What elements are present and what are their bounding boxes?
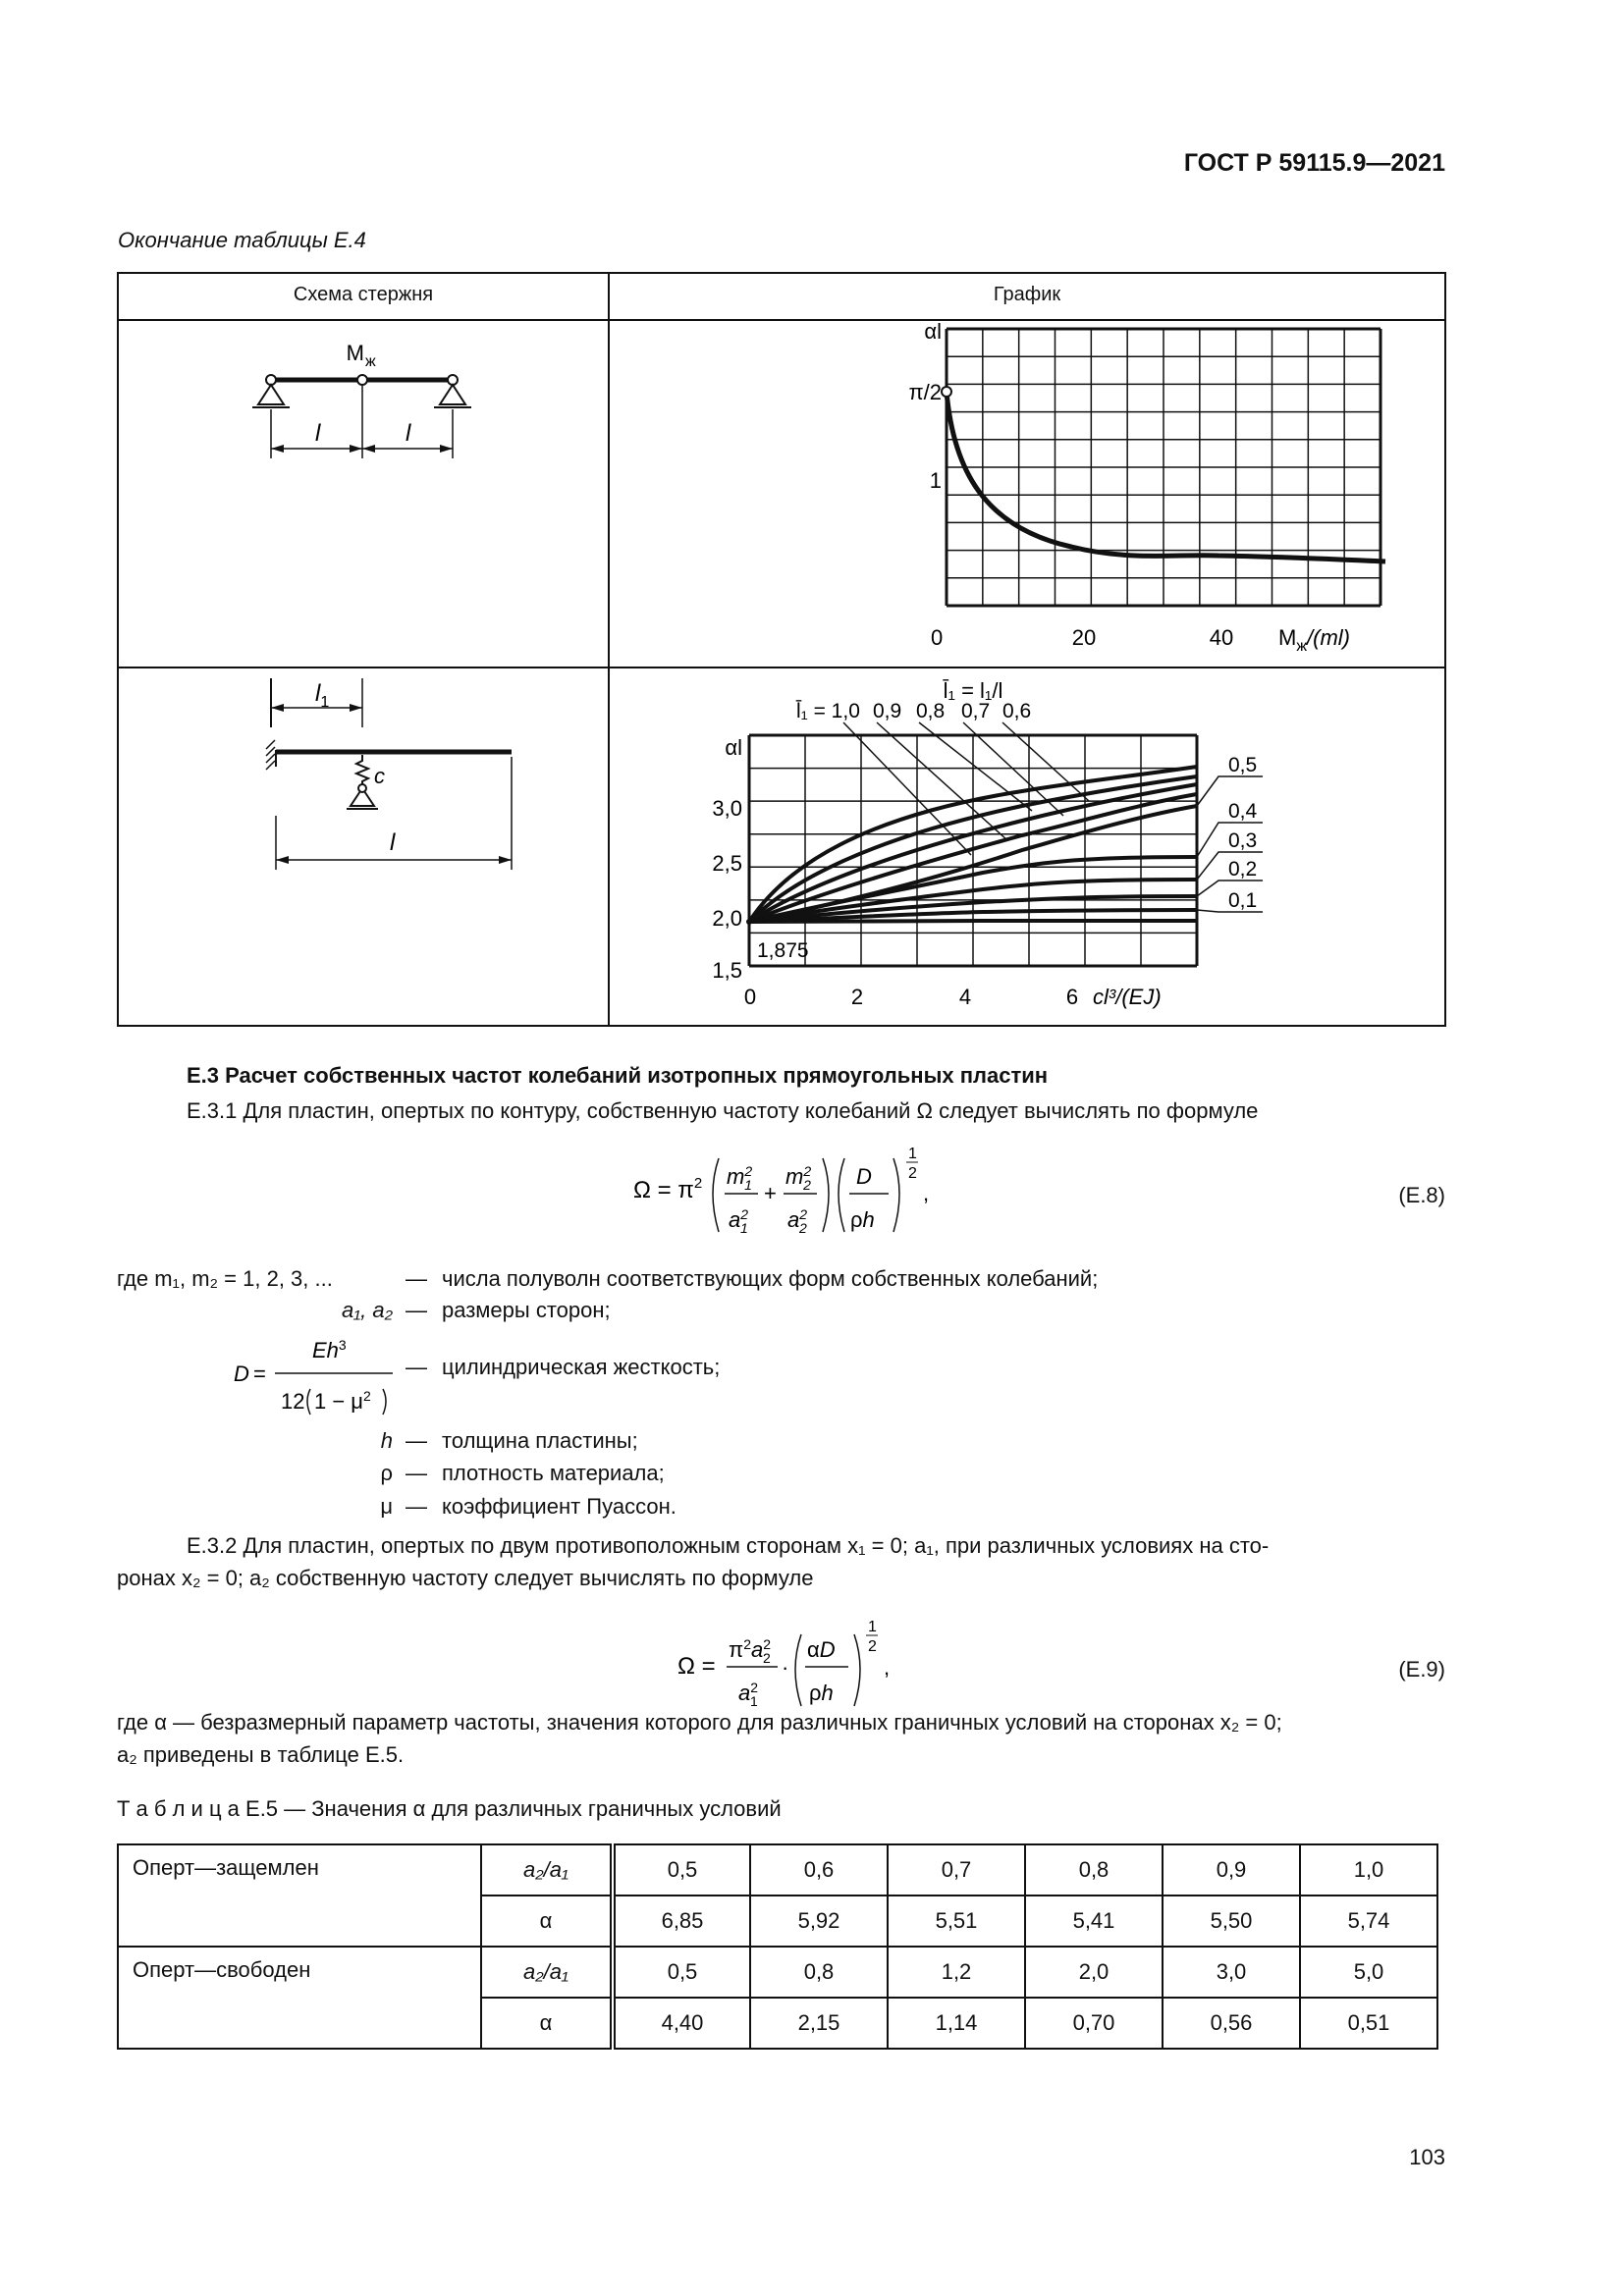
paragraph-alpha-line1: где α — безразмерный параметр частоты, значения которого для различных граничных условий на сторонах x₂ = 0; [117,1710,1282,1735]
spring-stiffness-label: c [374,764,385,788]
where-h-lhs: h [380,1428,393,1453]
paragraph-e32-line1: Е.3.2 Для пластин, опертых по двум противоположным сторонам x₁ = 0; a₁, при различных условиях на сто- [187,1533,1270,1558]
where-rho-lhs: ρ [380,1461,393,1485]
alpha-symbol: α [481,1896,613,1947]
table-cell: 5,74 [1300,1896,1437,1947]
table-cell: 5,41 [1025,1896,1163,1947]
graph-alpha-vs-stiffness [610,668,1444,1027]
right-label-0-3: 0,3 [1228,829,1258,852]
x-tick-20: 20 [1071,625,1097,650]
ratio-symbol: a₂/a₁ [481,1844,613,1896]
table-row [118,1947,1437,1998]
start-value-label: 1,875 [757,939,809,962]
where-m-lhs: где m₁, m₂ = 1, 2, 3, ... [117,1266,333,1291]
alpha-symbol: α [481,1998,613,2049]
table-cell: 0,5 [613,1947,750,1998]
table-e5 [117,1843,1438,2050]
where-h-text: толщина пластины; [442,1428,638,1453]
svg-text:Eh3: Eh$^3$ [312,1337,347,1362]
table-cell: 4,40 [613,1998,750,2049]
span-l1-label: l [315,420,321,447]
graph-alpha-vs-mass [610,321,1444,667]
y-tick-1-5: 1,5 [712,958,742,983]
formula-d [226,1330,403,1418]
right-label-0-2: 0,2 [1228,858,1258,881]
svg-text:a22: $a^2$ 2 [787,1206,808,1236]
page-number: 103 [1409,2145,1445,2169]
table-e5-caption: Т а б л и ц а Е.5 — Значения α для различных граничных условий [117,1796,782,1821]
y-tick-1: 1 [929,468,942,493]
paragraph-e32-line2: ронах x₂ = 0; a₂ собственную частоту следует вычислять по формуле [117,1566,814,1590]
svg-text:2: 2 [868,1638,877,1655]
table-cell: 5,50 [1163,1896,1300,1947]
table-cell: 0,9 [1163,1844,1300,1896]
where-dash: — [406,1266,427,1291]
svg-text:Ω =: Ω = [677,1653,716,1680]
x-axis-label: cl³/(EJ) [1093,985,1162,1009]
top-label-0-7: 0,7 [961,700,991,722]
svg-text:,: , [884,1655,891,1680]
x-tick-0: 0 [931,625,944,650]
svg-text:,: , [923,1181,930,1205]
svg-text:·: · [782,1655,789,1680]
top-label-0-8: 0,8 [916,700,946,722]
where-rho-text: плотность материала; [442,1461,665,1485]
table-cell: 6,85 [613,1896,750,1947]
svg-text:a21: $a^2$ 1 [729,1206,749,1236]
formula-e9 [668,1610,913,1718]
top-label-0-9: 0,9 [873,700,902,722]
where-m-text: числа полуволн соответствующих форм собственных колебаний; [442,1266,1099,1291]
y-axis-label: αl [725,735,742,760]
right-label-0-5: 0,5 [1228,754,1258,776]
x-tick-2: 2 [850,985,864,1009]
svg-text:+: + [764,1181,777,1205]
y-tick-pi-half: π/2 [908,380,942,404]
equation-number-e9: (Е.9) [1398,1657,1445,1682]
svg-text:1: 1 [868,1619,877,1635]
where-a-lhs: a₁, a₂ [341,1298,393,1322]
svg-text:π2a22: $\pi^2a^2$ 2 [729,1636,772,1666]
svg-text:2: 2 [908,1165,917,1182]
svg-text:m22: $m^2$ 2 [785,1163,812,1193]
table-cell: 1,0 [1300,1844,1437,1896]
svg-text:ρh: ρh [850,1207,875,1232]
where-a-text: размеры сторон; [442,1298,611,1322]
paragraph-alpha-line2: a₂ приведены в таблице Е.5. [117,1742,405,1767]
boundary-label: Оперт—защемлен [118,1844,481,1947]
table-cell: 2,0 [1025,1947,1163,1998]
top-label-1-0: l̄₁ = 1,0 [796,700,860,722]
span-l-label: l [390,829,396,856]
svg-text:12: 12 [281,1389,305,1414]
span-l2-label: l [406,420,411,447]
table-cell: 0,51 [1300,1998,1437,2049]
svg-text:m21: $m^2$ 1 [727,1163,753,1193]
table-cell: 5,0 [1300,1947,1437,1998]
top-label-0-6: 0,6 [1002,700,1032,722]
where-mu-lhs: μ [380,1494,393,1519]
equation-number-e8: (Е.8) [1398,1183,1445,1207]
section-title: Е.3 Расчет собственных частот колебаний изотропных прямоугольных пластин [187,1063,1049,1088]
table-cell: 0,5 [613,1844,750,1896]
table-cell: 3,0 [1163,1947,1300,1998]
y-tick-2-0: 2,0 [712,906,742,931]
svg-text:D: D [856,1164,872,1189]
cantilever-spring-scheme [119,668,608,1027]
right-label-0-4: 0,4 [1228,800,1258,823]
table-cell: 0,7 [888,1844,1025,1896]
table-cell: 0,56 [1163,1998,1300,2049]
svg-text:a21: $a^2$ 1 [738,1680,759,1709]
table-cell: 0,8 [750,1947,888,1998]
x-tick-6: 6 [1065,985,1079,1009]
paragraph-e31: Е.3.1 Для пластин, опертых по контуру, собственную частоту колебаний Ω следует вычислять по формуле [187,1098,1259,1123]
ratio-symbol: a₂/a₁ [481,1947,613,1998]
svg-text:αD: αD [807,1637,836,1662]
table-cell: 0,6 [750,1844,888,1896]
table-cell: 2,15 [750,1998,888,2049]
mass-label: М [346,341,364,365]
table-e4-col-graph: График [993,284,1061,305]
mass-label-sub: ж [365,353,376,370]
span-l1-label: $l_1$ [315,680,330,711]
x-tick-0: 0 [743,985,757,1009]
y-tick-3-0: 3,0 [712,796,742,821]
svg-text:1 − μ2: $1 - \mu^2$ [314,1388,371,1414]
beam-mass-scheme [119,321,608,667]
boundary-label: Оперт—свободен [118,1947,481,2049]
svg-text:ρh: ρh [809,1681,834,1705]
x-tick-40: 40 [1209,625,1234,650]
where-mu-text: коэффициент Пуассон. [442,1494,677,1519]
table-continuation-label: Окончание таблицы Е.4 [118,228,366,252]
table-cell: 0,70 [1025,1998,1163,2049]
svg-text:=: = [253,1362,266,1386]
formula-e8 [609,1139,943,1247]
svg-text:D: D [234,1362,249,1386]
table-row [118,1844,1437,1896]
table-e4 [117,272,1446,1027]
table-cell: 1,2 [888,1947,1025,1998]
svg-text:Ω = π2: $\Omega = \pi^2$ [633,1175,703,1203]
document-code: ГОСТ Р 59115.9—2021 [1183,149,1445,177]
table-e4-col-scheme: Схема стержня [293,284,434,305]
x-axis-label: $М_ж/(ml)$ [1278,625,1351,655]
x-tick-4: 4 [958,985,972,1009]
y-tick-2-5: 2,5 [712,851,742,876]
table-cell: 5,51 [888,1896,1025,1947]
y-axis-label: αl [924,321,942,344]
svg-text:1: 1 [908,1146,917,1162]
parameter-title: l̄₁ = l₁/l [943,678,1003,703]
table-cell: 1,14 [888,1998,1025,2049]
right-label-0-1: 0,1 [1228,889,1258,912]
table-cell: 5,92 [750,1896,888,1947]
table-cell: 0,8 [1025,1844,1163,1896]
where-d-text: цилиндрическая жесткость; [442,1355,721,1379]
